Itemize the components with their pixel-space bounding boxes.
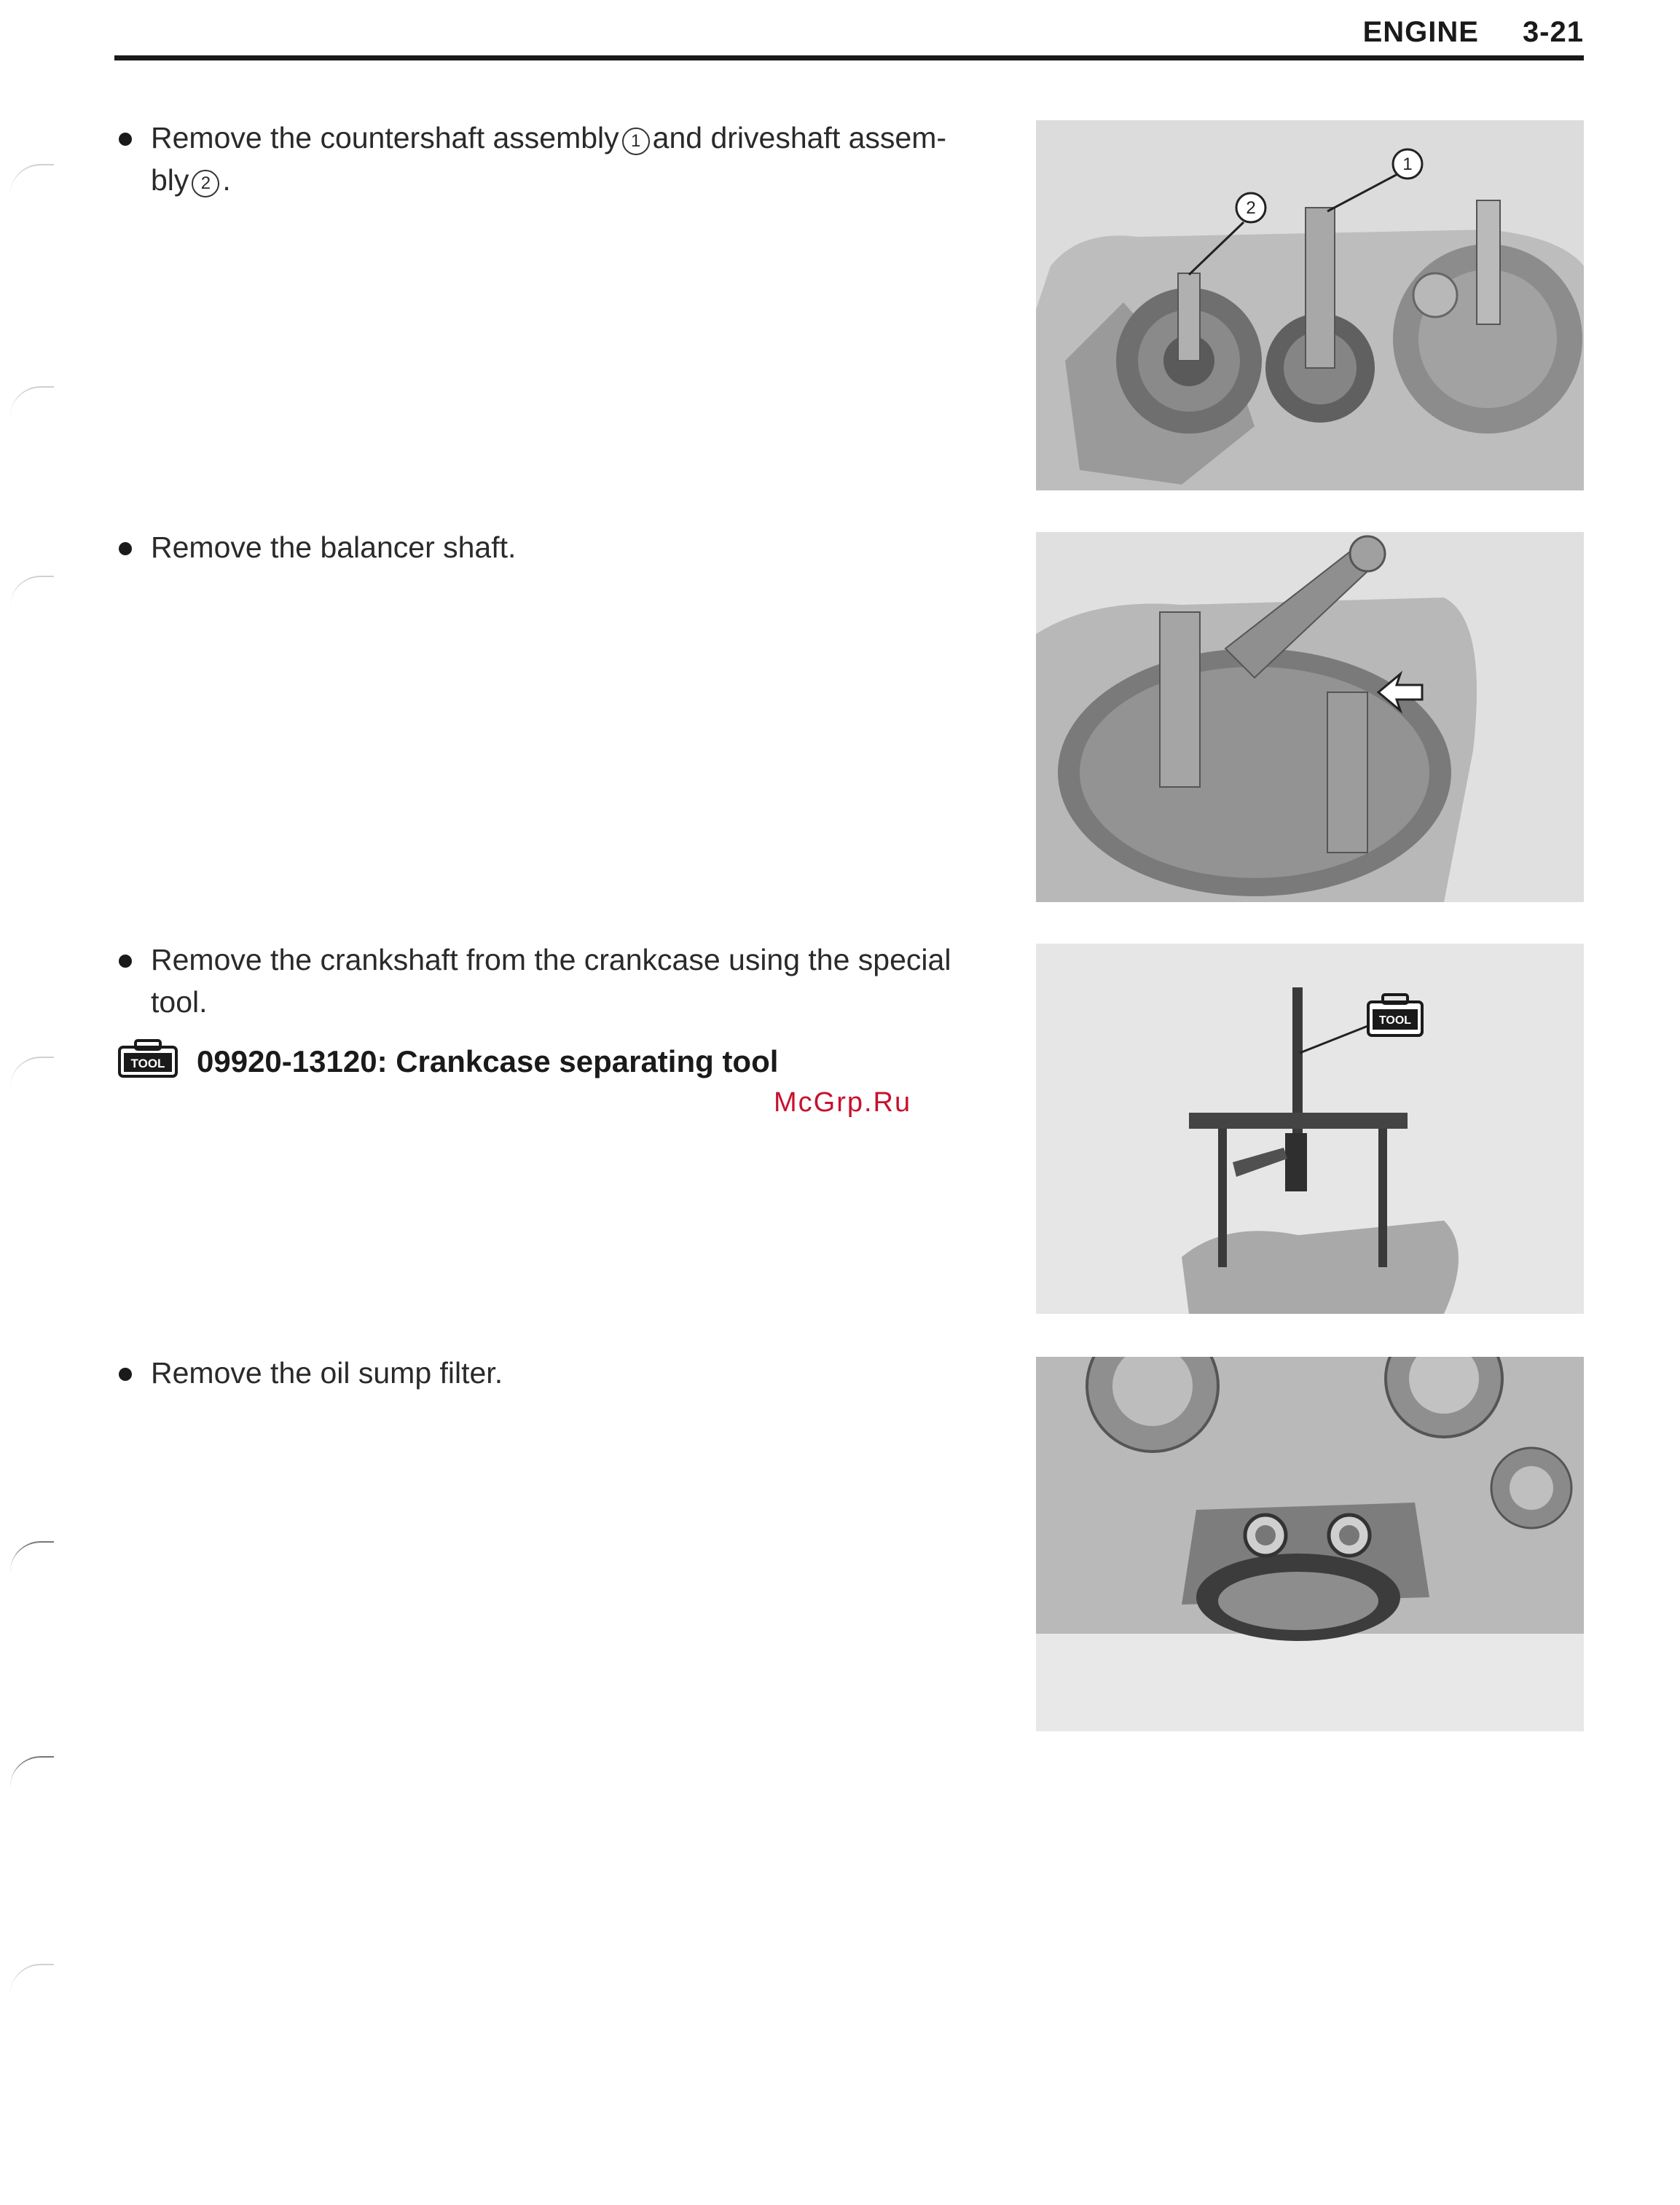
bullet-icon <box>119 1368 132 1381</box>
bullet-icon <box>119 955 132 968</box>
bullet-icon <box>119 542 132 555</box>
scan-mark <box>10 164 54 195</box>
bullet-icon <box>119 133 132 146</box>
scan-mark <box>10 1541 54 1572</box>
page-header <box>114 13 1584 60</box>
header-page-number: 3-21 <box>1522 16 1584 48</box>
tool-text: 09920-13120: Crankcase separating tool <box>197 1044 779 1078</box>
toolbox-icon <box>118 1038 178 1085</box>
header-section: ENGINE <box>1362 16 1479 48</box>
scan-mark <box>10 1756 54 1787</box>
step-3 <box>114 939 989 1023</box>
photo-crankcase-tool <box>1036 944 1584 1314</box>
photo-oil-sump-filter <box>1036 1357 1584 1731</box>
toolbox-icon <box>1368 995 1422 1035</box>
callout-2: 2 <box>1246 198 1256 218</box>
step-3-text: Remove the crankshaft from the crankcase using the special <box>151 943 951 976</box>
step-4 <box>114 1352 989 1394</box>
scan-mark <box>10 1057 54 1087</box>
photo-balancer-shaft <box>1036 532 1584 902</box>
step-1-text-end: . <box>222 163 231 197</box>
watermark: McGrp.Ru <box>774 1087 912 1118</box>
step-1-text-mid: and driveshaft assem- <box>652 121 947 154</box>
callout-1: 1 <box>1402 154 1413 174</box>
step-3-text-line2: tool. <box>151 985 208 1019</box>
step-4-text: Remove the oil sump filter. <box>151 1356 503 1390</box>
ref-circle-2: 2 <box>192 170 219 197</box>
photo-tool-label: TOOL <box>1378 1014 1412 1027</box>
special-tool-line <box>118 1038 778 1085</box>
scan-mark <box>10 1964 54 1994</box>
toolbox-icon-label: TOOL <box>130 1057 165 1070</box>
scan-mark <box>10 576 54 606</box>
step-1-text: Remove the countershaft assembly <box>151 121 619 154</box>
photo-transmission-shafts <box>1036 120 1584 490</box>
step-2-text: Remove the balancer shaft. <box>151 530 517 564</box>
header-text <box>1363 16 1584 49</box>
header-rule <box>114 55 1584 60</box>
step-2 <box>114 526 989 568</box>
step-1 <box>114 117 989 201</box>
ref-circle-1: 1 <box>622 128 650 155</box>
scan-mark <box>10 386 54 417</box>
step-1-text-line2: bly <box>151 163 189 197</box>
